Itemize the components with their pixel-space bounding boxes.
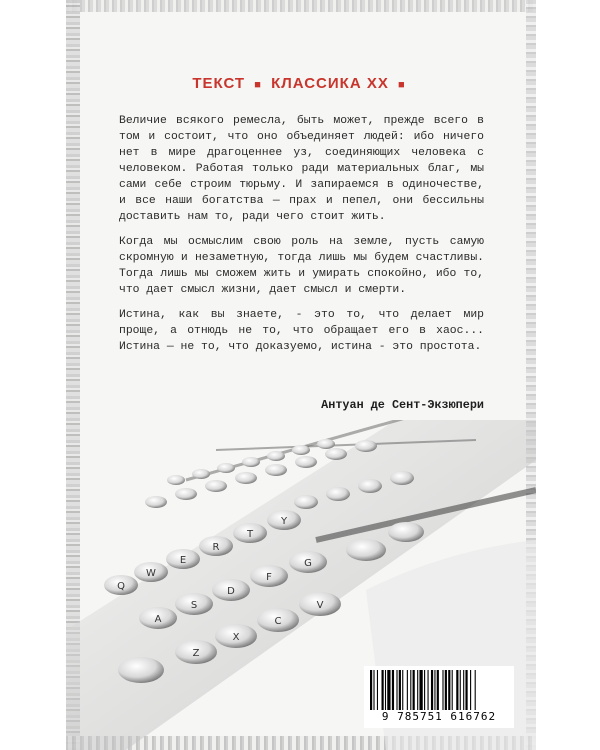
quote-paragraph-2: Когда мы осмыслим свою роль на земле, пусть самую скромную и незаметную, тогда лишь мы будем счастливы. Тогда лишь мы сможем жить и умирать спокойно, ибо то, что дает смысл жизни, дает смысл и смерти. [119,236,484,296]
key-back [292,445,310,455]
isbn-number: 9 785751 616762 [381,710,497,723]
cover-top-edge [66,0,536,12]
quote-text [119,113,484,364]
barcode-bar [402,670,403,710]
barcode-bar [448,670,450,710]
barcode-bar [396,670,397,710]
key-back [192,469,210,479]
quote-paragraph-1: Величие всякого ремесла, быть может, прежде всего в том и состоит, что оно объединяет людей: ибо ничего нет в мире драгоценнее уз, соединяющих человека с человеком. Работая только ради материальных благ, мы сами себе строим тюрьму. И запираемся в одиночестве, и все наши богатства — прах и пепел, они бессильны доставить нам то, ради чего стоит жить. [119,115,484,223]
key-g-label: G [304,558,312,569]
barcode-bar [460,670,461,710]
key-back [390,471,414,485]
series-separator: ■ [254,79,262,91]
series-subtitle: КЛАССИКА XX [271,75,389,92]
key-f-label: F [266,572,272,583]
key-back [294,495,318,509]
key-shift [118,657,164,683]
barcode-bar [434,670,435,710]
key-back [267,451,285,461]
series-trailing-mark: ■ [398,79,406,91]
key-q-label: Q [117,581,125,592]
barcode-bar [456,670,458,710]
key-back [167,475,185,485]
key-y-label: Y [280,516,288,527]
key-back [242,457,260,467]
key-r-label: R [212,542,220,553]
barcode-bar [377,670,378,710]
barcode-bar [392,670,394,710]
series-name: ТЕКСТ [192,75,246,92]
key-t-label: T [246,529,254,540]
barcode-bar [410,670,411,710]
key-v-label: V [316,600,324,611]
barcode-bar [437,670,439,710]
barcode-bar [419,670,422,710]
barcode-bar [452,670,453,710]
barcode-bar [475,670,476,710]
key-z-label: Z [192,648,200,659]
barcode-bar [373,670,374,710]
barcode-bar [399,670,401,710]
key-back [358,479,382,493]
barcode-bar [465,670,467,710]
key-w-label: W [146,568,156,579]
barcode [364,666,514,728]
barcode-bar [413,670,415,710]
book-back-cover [66,0,536,750]
key-back [317,439,335,449]
key-back [145,496,167,508]
barcode-bar [431,670,433,710]
barcode-bar [387,670,390,710]
barcode-bar [385,670,386,710]
barcode-bar [407,670,408,710]
barcode-bar [417,670,418,710]
barcode-bar [445,670,447,710]
key-back [205,480,227,492]
barcode-bar [463,670,464,710]
quote-author: Антуан де Сент-Экзюпери [321,398,484,412]
key-back [325,448,347,460]
barcode-bar [442,670,443,710]
barcode-bar [382,670,384,710]
barcode-bar [370,670,372,710]
key-back [217,463,235,473]
barcode-bars [370,670,508,710]
quote-paragraph-3: Истина, как вы знаете, - это то, что делает мир проще, а отнюдь не то, что обращает его в хаос... Истина — не то, что доказуемо, истина - это простота. [119,309,484,353]
key-a-label: A [154,614,162,625]
key-extra [388,522,424,542]
key-x-label: X [232,632,240,643]
key-back [355,440,377,452]
key-back [326,487,350,501]
barcode-bar [424,670,425,710]
key-e-label: E [179,555,187,566]
barcode-bar [428,670,429,710]
barcode-bar [470,670,471,710]
key-back [265,464,287,476]
key-back [295,456,317,468]
series-title [66,75,536,92]
key-d-label: D [227,586,235,597]
key-extra [346,539,386,561]
key-back [175,488,197,500]
key-s-label: S [190,600,198,611]
key-back [235,472,257,484]
key-c-label: C [274,616,282,627]
